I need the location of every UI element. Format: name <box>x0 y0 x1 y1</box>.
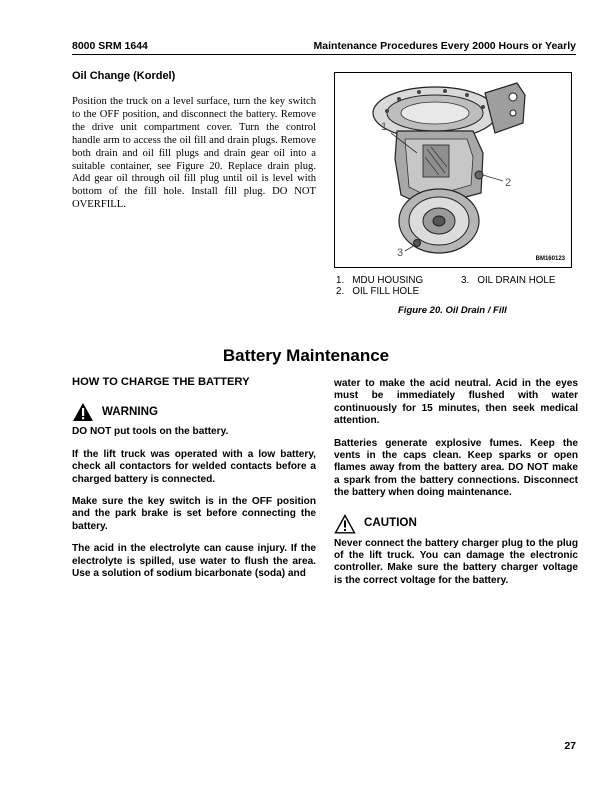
charge-battery-heading: HOW TO CHARGE THE BATTERY <box>72 376 250 388</box>
header-section-title: Maintenance Procedures Every 2000 Hours or Yearly <box>313 40 576 52</box>
callout-2: 2 <box>505 177 512 189</box>
caution-paragraph: Never connect the battery charger plug to the plug of the lift truck. You can damage the electronic controller. Make sure the battery charger voltage is the correct voltage for the battery. <box>334 537 578 586</box>
figure-caption: Figure 20. Oil Drain / Fill <box>398 305 507 316</box>
legend-item-2 <box>336 286 419 297</box>
warning-paragraph-4: The acid in the electrolyte can cause injury. If the electrolyte is spilled, use water to flush the area. Use a solution of sodium bicarbonate (soda) and <box>72 543 316 580</box>
legend-num: 1. <box>336 275 345 286</box>
warning-label: WARNING <box>102 405 159 419</box>
figure-code: BM160123 <box>535 256 565 262</box>
callout-1: 1 <box>381 121 388 133</box>
left-column <box>72 376 316 590</box>
warning-header <box>72 402 316 422</box>
right-column <box>334 378 578 597</box>
callout-3: 3 <box>397 247 404 259</box>
warning-paragraph-2: If the lift truck was operated with a low battery, check all contactors for welded contacts before a charged battery is connected. <box>72 448 316 485</box>
warning-paragraph-1: DO NOT put tools on the battery. <box>72 426 229 438</box>
oil-change-body: Position the truck on a level surface, turn the key switch to the OFF position, and disconnect the battery. Remove the drive unit compartment cover. Turn the control handle arm to access the oil fill and drain plugs. Remove both drain and oil fill plugs and drain gear oil into a suitable container, see Figure 20. Replace drain plug. Add gear oil through oil fill plug until oil is level with bottom of the fill hole. Install fill plug. DO NOT OVERFILL. <box>72 96 316 211</box>
fumes-paragraph: Batteries generate explosive fumes. Keep the vents in the caps clean. Keep sparks or open flames away from the battery area. DO NOT make a spark from the battery connections. Disconnect the battery when doing maintenance. <box>334 437 578 499</box>
warning-paragraph-3: Make sure the key switch is in the OFF position and the park brake is set before connecting the battery. <box>72 496 316 532</box>
header-doc-id: 8000 SRM 1644 <box>72 40 148 52</box>
legend-num: 2. <box>336 286 345 297</box>
drive-unit-illustration <box>335 73 571 267</box>
legend-item-1 <box>336 275 423 286</box>
caution-label: CAUTION <box>364 516 417 530</box>
acid-continued-paragraph: water to make the acid neutral. Acid in the eyes must be immediately flushed with water continuously for 15 minutes, then seek medical attention. <box>334 378 578 427</box>
legend-num: 3. <box>461 275 470 286</box>
oil-change-title: Oil Change (Kordel) <box>72 70 176 82</box>
caution-header <box>334 514 578 534</box>
header-rule <box>72 54 576 55</box>
legend-text: OIL DRAIN HOLE <box>477 275 556 286</box>
battery-section-title: Battery Maintenance <box>222 346 390 365</box>
caution-triangle-icon <box>334 514 356 534</box>
warning-triangle-icon <box>72 402 94 422</box>
legend-text: MDU HOUSING <box>352 275 424 286</box>
legend-item-3 <box>461 275 555 286</box>
legend-text: OIL FILL HOLE <box>352 286 420 297</box>
figure-20-oil-drain-fill <box>334 72 572 268</box>
page-number: 27 <box>564 740 576 752</box>
